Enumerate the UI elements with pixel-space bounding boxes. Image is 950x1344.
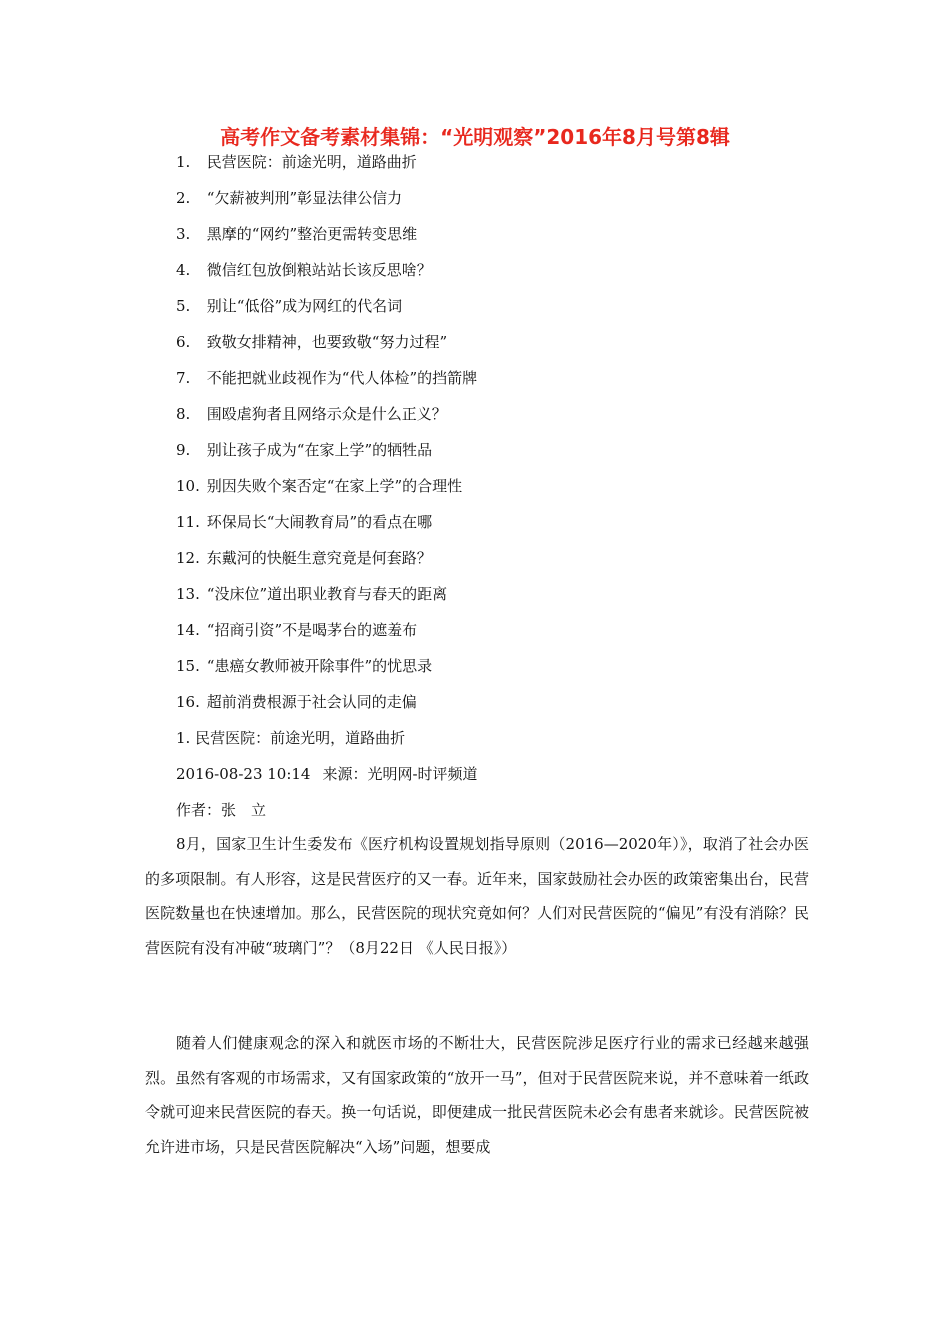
- toc-item-number: 2.: [176, 189, 191, 207]
- toc-item: [176, 474, 816, 510]
- toc-item-number: 10.: [176, 477, 200, 495]
- toc-item-number: 5.: [176, 297, 191, 315]
- article-paragraph: 随着人们健康观念的深入和就医市场的不断壮大，民营医院涉足医疗行业的需求已经越来越强烈。虽然有客观的市场需求，又有国家政策的“放开一马”，但对于民营医院来说，并不意味着一纸政令就可迎来民营医院的春天。换一句话说，即便建成一批民营医院未必会有患者来就诊。民营医院被允许进市场，只是民营医院解决“入场”问题，想要成: [145, 1034, 809, 1156]
- toc-item-number: 1.: [176, 153, 191, 171]
- article-source: 来源：光明网-时评频道: [322, 765, 478, 783]
- toc-item-number: 15.: [176, 657, 200, 675]
- toc-item-number: 11.: [176, 513, 200, 531]
- toc-item: [176, 222, 816, 258]
- article-paragraph: 8月，国家卫生计生委发布《医疗机构设置规划指导原则（2016—2020年）》，取消了社会办医的多项限制。有人形容，这是民营医疗的又一春。近年来，国家鼓励社会办医的政策密集出台，民营医院数量也在快速增加。那么，民营医院的现状究竟如何？人们对民营医院的“偏见”有没有消除？民营医院有没有冲破“玻璃门”？（8月22日 《人民日报》）: [145, 835, 809, 957]
- toc-item: [176, 150, 816, 186]
- toc-item-number: 3.: [176, 225, 191, 243]
- toc-item-number: 4.: [176, 261, 191, 279]
- toc-item-text: 超前消费根源于社会认同的走偏: [206, 693, 417, 711]
- toc-item: [176, 546, 816, 582]
- toc-item-text: 不能把就业歧视作为“代人体检”的挡箭牌: [206, 369, 478, 387]
- article-dateline-row: [176, 762, 816, 786]
- toc-item-number: 13.: [176, 585, 200, 603]
- document-title: 高考作文备考素材集锦：“光明观察”2016年8月号第8辑: [220, 125, 730, 149]
- toc-item: [176, 294, 816, 330]
- toc-item: [176, 654, 816, 690]
- toc-item: [176, 186, 816, 222]
- toc-item: [176, 258, 816, 294]
- toc-item-text: “患癌女教师被开除事件”的忧思录: [206, 657, 433, 675]
- article-author: 作者：张 立: [176, 801, 267, 819]
- article-dateline: 2016-08-23 10:14: [176, 765, 311, 783]
- toc-item-text: “欠薪被判刑”彰显法律公信力: [206, 189, 403, 207]
- toc-item-text: 民营医院：前途光明，道路曲折: [206, 153, 417, 171]
- toc-item-text: 环保局长“大闹教育局”的看点在哪: [206, 513, 433, 531]
- table-of-contents: [176, 150, 816, 726]
- toc-item-text: 微信红包放倒粮站站长该反思啥？: [206, 261, 432, 279]
- toc-item-number: 6.: [176, 333, 191, 351]
- toc-item-number: 7.: [176, 369, 191, 387]
- toc-item-text: 别因失败个案否定“在家上学”的合理性: [206, 477, 463, 495]
- toc-item-text: 别让“低俗”成为网红的代名词: [206, 297, 403, 315]
- toc-item-text: 东戴河的快艇生意究竟是何套路？: [206, 549, 432, 567]
- toc-item-number: 14.: [176, 621, 200, 639]
- toc-item-text: 围殴虐狗者且网络示众是什么正义？: [206, 405, 447, 423]
- toc-item-number: 16.: [176, 693, 200, 711]
- article-heading: 1. 民营医院：前途光明，道路曲折: [176, 729, 406, 747]
- toc-item-text: 别让孩子成为“在家上学”的牺牲品: [206, 441, 433, 459]
- toc-item-number: 9.: [176, 441, 191, 459]
- toc-item: [176, 690, 816, 726]
- toc-item-text: “招商引资”不是喝茅台的遮羞布: [206, 621, 418, 639]
- toc-item-number: 8.: [176, 405, 191, 423]
- toc-item-number: 12.: [176, 549, 200, 567]
- toc-item: [176, 438, 816, 474]
- toc-item-text: “没床位”道出职业教育与春天的距离: [206, 585, 448, 603]
- toc-item: [176, 402, 816, 438]
- toc-item-text: 致敬女排精神，也要致敬“努力过程”: [206, 333, 448, 351]
- toc-item: [176, 582, 816, 618]
- toc-item-text: 黑摩的“网约”整治更需转变思维: [206, 225, 418, 243]
- toc-item: [176, 618, 816, 654]
- toc-item: [176, 330, 816, 366]
- toc-item: [176, 366, 816, 402]
- toc-item: [176, 510, 816, 546]
